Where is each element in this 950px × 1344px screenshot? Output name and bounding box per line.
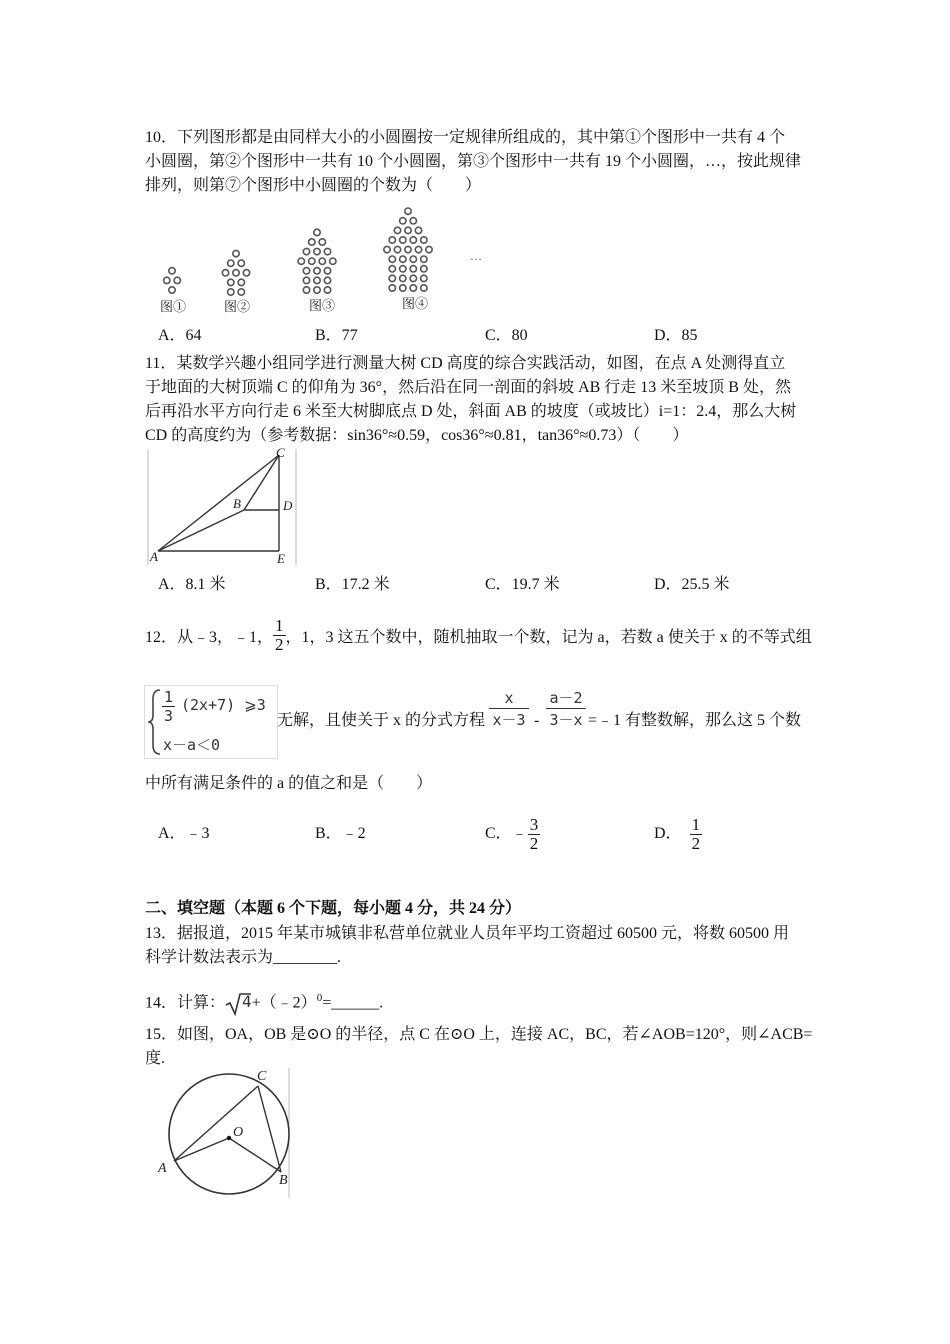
center-dot: [227, 1136, 231, 1140]
fraction-x-over-x-minus-3: x x－3: [489, 688, 529, 736]
pattern-dot: [169, 268, 175, 274]
inequality-system: [144, 685, 278, 759]
pattern-dot: [228, 279, 234, 285]
pattern-dot: [309, 258, 315, 264]
pattern-dot: [303, 248, 309, 254]
chord-ac: [174, 1086, 258, 1161]
pattern-ellipsis: …: [470, 249, 482, 263]
q14-line: 14．计算： 4+（﹣2）$^0$=______.: [145, 984, 383, 1017]
pattern-dot: [303, 268, 309, 274]
fig3-label: 图③: [309, 298, 336, 313]
q10-option-a: A．64: [158, 327, 202, 344]
sys-line-2: x－a＜0: [163, 736, 221, 754]
line-bc: [244, 455, 279, 510]
q15-line-2: 度.: [145, 1050, 166, 1067]
sys-line-1: (2x+7) ⩾3: [181, 696, 266, 714]
q12-part-1: 12．从﹣3，﹣1，: [145, 629, 274, 647]
pattern-dot: [233, 270, 239, 276]
pattern-dot: [228, 289, 234, 295]
q12-option-a: A．﹣3: [158, 825, 210, 842]
pattern-dot: [314, 268, 320, 274]
point-c-label: C: [276, 447, 285, 460]
pattern-dot: [410, 237, 416, 243]
q10-option-d: D．85: [654, 327, 698, 344]
fig1-label: 图①: [160, 299, 187, 314]
q11-option-a: A．8.1 米: [158, 576, 226, 593]
pattern-dot: [421, 256, 427, 262]
circle-diagram: [155, 1068, 291, 1198]
pattern-dot: [410, 266, 416, 272]
pattern-dot: [394, 227, 400, 233]
pattern-dot: [174, 277, 180, 283]
minus-sign: -: [534, 712, 540, 729]
pattern-dot: [238, 289, 244, 295]
pattern-dot: [421, 266, 427, 272]
sys-fraction: $\frac{1}{3}$: [164, 688, 174, 725]
pattern-dot: [400, 237, 406, 243]
pattern-dot: [415, 246, 421, 252]
pattern-dot: [389, 285, 395, 291]
q10-option-b: B．77: [315, 327, 358, 344]
fig2-label: 图②: [224, 299, 251, 314]
q10-line-2: 小圆圈，第②个图形中一共有 10 个小圆圈，第③个图形中一共有 19 个小圆圈，…，按此规律: [145, 153, 802, 170]
q11-figure: [146, 447, 298, 567]
q12-part-2: ，1，3 这五个数中，随机抽取一个数，记为 a，若数 a 使关于 x 的不等式组: [285, 629, 812, 647]
q10-line-1: 10．下列图形都是由同样大小的小圆圈按一定规律所组成的，其中第①个图形中一共有 4 个: [145, 129, 786, 146]
radius-oa: [174, 1138, 229, 1161]
pattern-dot: [222, 270, 228, 276]
pattern-dot: [314, 277, 320, 283]
pattern-dot: [405, 246, 411, 252]
q12-option-b: B．﹣2: [315, 825, 366, 842]
pattern-dot: [324, 287, 330, 293]
q12-line-3: 中所有满足条件的 a 的值之和是（ ）: [145, 775, 433, 792]
pattern-dot: [400, 256, 406, 262]
point-b-label: B: [233, 496, 241, 511]
pattern-dot: [400, 275, 406, 281]
pattern-dot: [319, 258, 325, 264]
pattern-dot: [169, 287, 175, 293]
q11-option-c: C．19.7 米: [485, 576, 560, 593]
pattern-dot: [324, 248, 330, 254]
q13-line-1: 13．据报道，2015 年某市城镇非私营单位就业人员年平均工资超过 60500 元，将数 60500 用: [145, 925, 790, 942]
pattern-dot: [233, 250, 239, 256]
pattern-dot: [384, 246, 390, 252]
pattern-dot: [400, 266, 406, 272]
tree-slope-diagram: [146, 447, 298, 567]
pattern-dot: [410, 285, 416, 291]
pattern-dot: [389, 275, 395, 281]
q12-line-1: [145, 616, 812, 657]
q11-line-3: 后再沿水平方向行走 6 米至大树脚底点 D 处，斜面 AB 的坡度（或坡比）i=1：2.4，那么大树: [145, 403, 797, 420]
pattern-dot: [400, 285, 406, 291]
point-a-label: A: [158, 1161, 167, 1176]
pattern-dot: [330, 258, 336, 264]
circle-pattern-figure: [144, 200, 482, 318]
q11-option-d: D．25.5 米: [654, 576, 730, 593]
pattern-dot: [410, 275, 416, 281]
point-e-label: E: [277, 551, 285, 566]
fig4-label: 图④: [402, 296, 429, 311]
q11-option-b: B．17.2 米: [315, 576, 390, 593]
q11-line-2: 于地面的大树顶端 C 的仰角为 36°，然后沿在同一剖面的斜坡 AB 行走 13 米至坡顶 B 处，然: [145, 379, 791, 396]
pattern-dot: [324, 277, 330, 283]
q12-half-fraction: $\frac{1}{2}$: [275, 616, 284, 654]
fraction-a-minus-2-over-3-minus-x: a－2 3－x: [546, 688, 586, 736]
q15-figure: [155, 1068, 291, 1198]
pattern-dot: [389, 266, 395, 272]
pattern-dot: [238, 260, 244, 266]
q11-line-4: CD 的高度约为（参考数据：sin36°≈0.59，cos36°≈0.81，tan36°≈0.73）（ ）: [145, 427, 689, 444]
pattern-dot: [421, 275, 427, 281]
pattern-dot: [410, 256, 416, 262]
pattern-dot: [421, 285, 427, 291]
pattern-dot: [405, 227, 411, 233]
pattern-dot: [314, 248, 320, 254]
q15-line-1: 15．如图，OA，OB 是⊙O 的半径，点 C 在⊙O 上，连接 AC，BC，若∠AOB=120°，则∠ACB=: [145, 1026, 813, 1043]
pattern-dot: [314, 287, 320, 293]
pattern-dot: [228, 260, 234, 266]
pattern-dot: [309, 239, 315, 245]
section-2-heading: 二、填空题（本题 6 个下题，每小题 4 分，共 24 分）: [145, 900, 522, 917]
pattern-dot: [394, 246, 400, 252]
q11-line-1: 11．某数学兴趣小组同学进行测量大树 CD 高度的综合实践活动，如图，在点 A 处测得直立: [145, 355, 786, 372]
pattern-dot: [238, 279, 244, 285]
q12-option-d: D． $\frac{1}{2}$: [654, 814, 701, 853]
pattern-dot: [314, 229, 320, 235]
pattern-dot: [389, 256, 395, 262]
point-b-label: B: [279, 1173, 288, 1188]
pattern-dot: [324, 268, 330, 274]
pattern-dot: [421, 237, 427, 243]
pattern-dot: [389, 237, 395, 243]
pattern-dot: [164, 277, 170, 283]
pattern-dot: [410, 218, 416, 224]
pattern-dot: [415, 227, 421, 233]
pattern-dot: [400, 218, 406, 224]
sight-line-ac: [158, 455, 279, 551]
q12-tail-text: =﹣1 有整数解，那么这 5 个数: [588, 712, 802, 729]
left-brace-icon: [147, 687, 163, 757]
q13-line-2: 科学计数法表示为________.: [145, 949, 342, 966]
q12-option-c: C．﹣ $\frac{3}{2}$: [485, 814, 539, 853]
point-c-label: C: [257, 1069, 267, 1084]
q10-option-c: C．80: [485, 327, 528, 344]
pattern-dot: [405, 208, 411, 214]
pattern-dot: [243, 270, 249, 276]
q10-line-3: 排列，则第⑦个图形中小圆圈的个数为（ ）: [145, 177, 482, 194]
pattern-dot: [319, 239, 325, 245]
q12-mid-text: 无解，且使关于 x 的分式方程: [277, 712, 486, 729]
point-d-label: D: [283, 498, 293, 513]
pattern-dot: [298, 258, 304, 264]
point-a-label: A: [150, 549, 158, 564]
sqrt-radicand: 4: [242, 992, 252, 1012]
q10-figure: [144, 200, 482, 318]
pattern-dot: [303, 277, 309, 283]
point-o-label: O: [233, 1125, 244, 1140]
pattern-dot: [426, 246, 432, 252]
pattern-dot: [303, 287, 309, 293]
